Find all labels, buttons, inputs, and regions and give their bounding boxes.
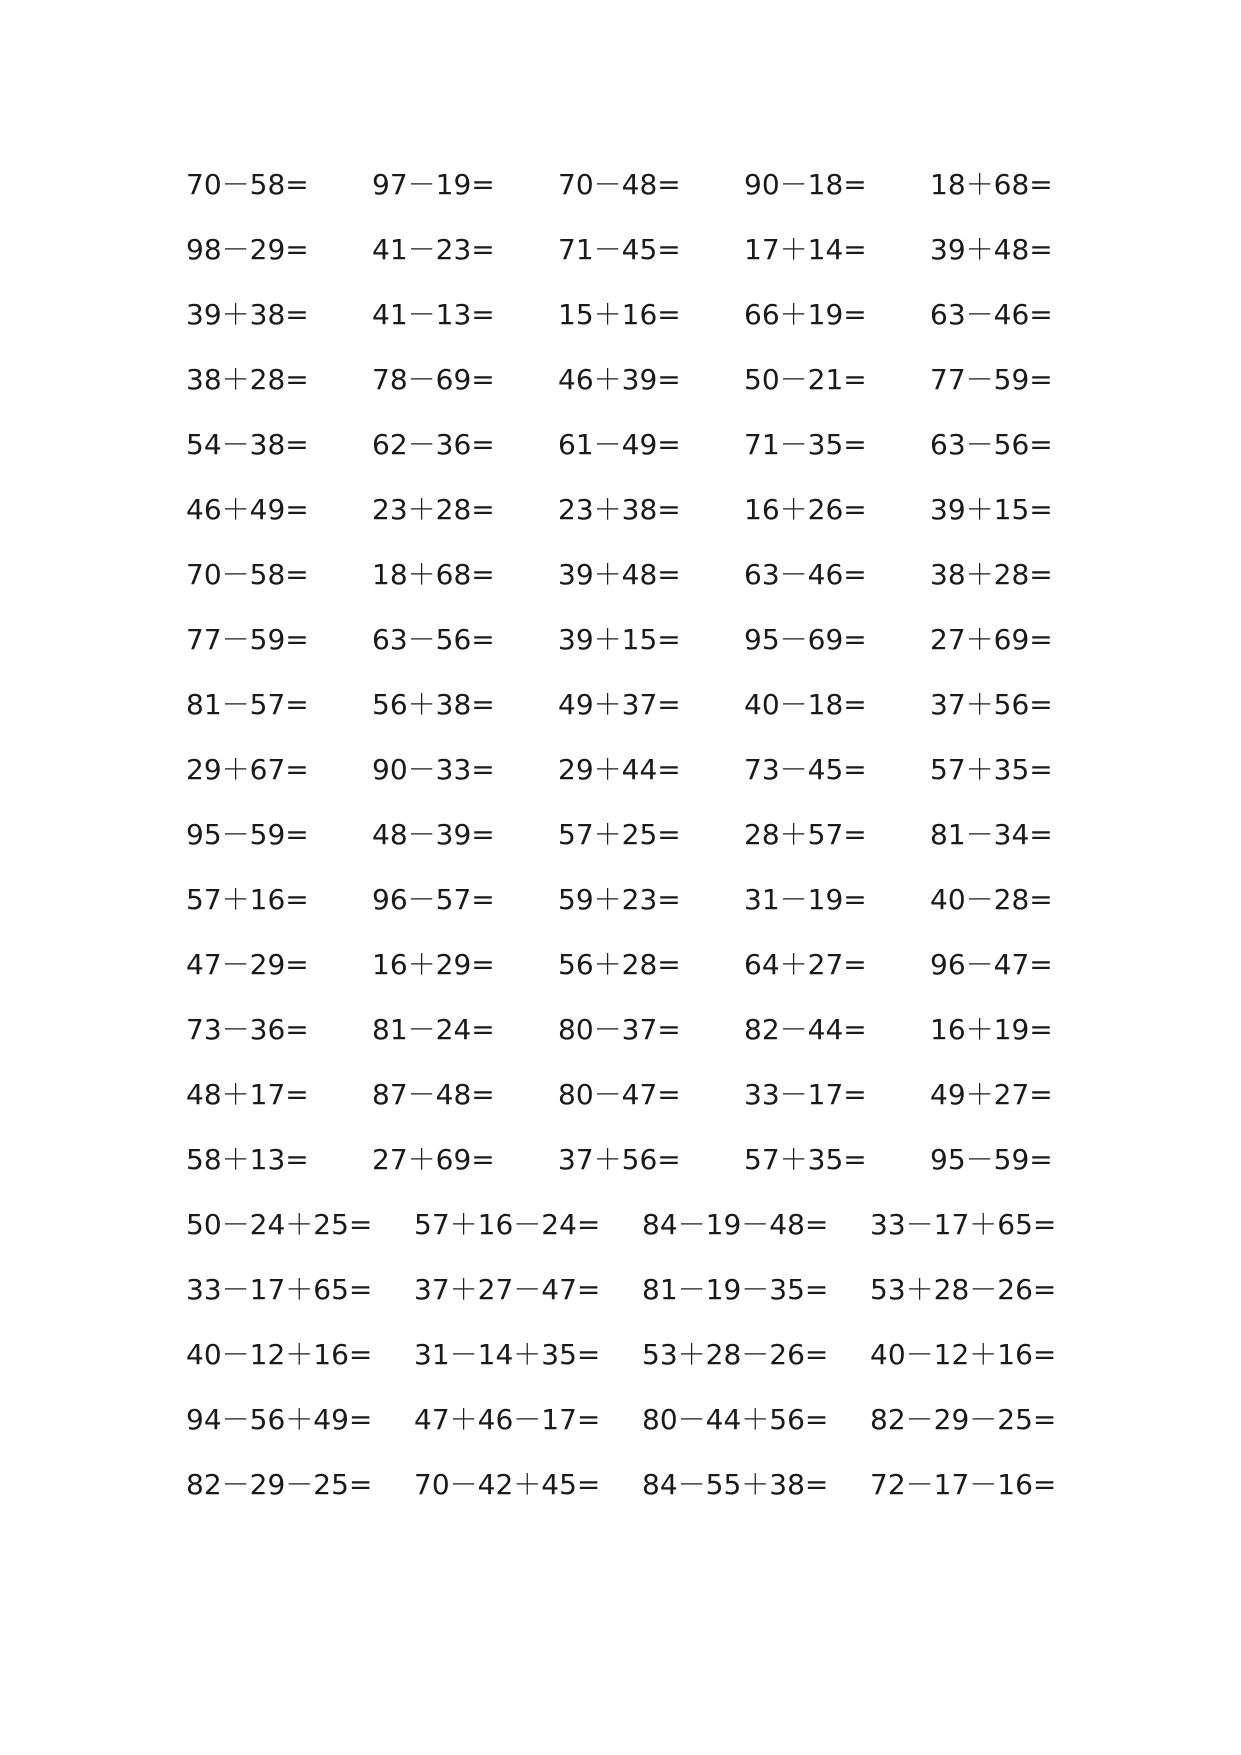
problem: 63－46= — [930, 297, 1053, 331]
problem: 50－21= — [744, 362, 867, 396]
problem: 57＋16= — [186, 882, 309, 916]
problem-row — [186, 150, 1066, 215]
problem: 18＋68= — [930, 167, 1053, 201]
problem: 77－59= — [186, 622, 309, 656]
problem-row — [186, 735, 1066, 800]
problem: 39＋38= — [186, 297, 309, 331]
problem: 40－12＋16= — [870, 1337, 1057, 1371]
problem: 84－19－48= — [642, 1207, 829, 1241]
problem: 48－39= — [372, 817, 495, 851]
problem-row — [186, 995, 1066, 1060]
problem: 59＋23= — [558, 882, 681, 916]
problem: 39＋15= — [558, 622, 681, 656]
problem-row — [186, 540, 1066, 605]
problem: 71－35= — [744, 427, 867, 461]
problem: 38＋28= — [186, 362, 309, 396]
problem: 70－58= — [186, 557, 309, 591]
problem: 90－33= — [372, 752, 495, 786]
problem: 29＋44= — [558, 752, 681, 786]
problem: 40－18= — [744, 687, 867, 721]
problem-row — [186, 1255, 1066, 1320]
problem: 31－14＋35= — [414, 1337, 601, 1371]
problem: 56＋38= — [372, 687, 495, 721]
problem-row — [186, 865, 1066, 930]
problem: 31－19= — [744, 882, 867, 916]
problem: 63－56= — [372, 622, 495, 656]
problem: 98－29= — [186, 232, 309, 266]
problem: 46＋49= — [186, 492, 309, 526]
problem-grid — [186, 150, 1066, 1515]
problem: 17＋14= — [744, 232, 867, 266]
problem: 80－47= — [558, 1077, 681, 1111]
problem: 80－44＋56= — [642, 1402, 829, 1436]
problem-row — [186, 345, 1066, 410]
problem: 56＋28= — [558, 947, 681, 981]
problem: 95－59= — [186, 817, 309, 851]
problem: 96－47= — [930, 947, 1053, 981]
problem: 23＋38= — [558, 492, 681, 526]
problem: 63－46= — [744, 557, 867, 591]
problem: 87－48= — [372, 1077, 495, 1111]
problem: 70－58= — [186, 167, 309, 201]
problem-row — [186, 410, 1066, 475]
problem: 15＋16= — [558, 297, 681, 331]
problem: 16＋19= — [930, 1012, 1053, 1046]
problem: 53＋28－26= — [870, 1272, 1057, 1306]
problem: 49＋37= — [558, 687, 681, 721]
problem: 82－29－25= — [870, 1402, 1057, 1436]
problem-row — [186, 605, 1066, 670]
problem-row — [186, 475, 1066, 540]
problem: 73－36= — [186, 1012, 309, 1046]
problem: 70－48= — [558, 167, 681, 201]
problem: 70－42＋45= — [414, 1467, 601, 1501]
problem: 29＋67= — [186, 752, 309, 786]
problem: 37＋27－47= — [414, 1272, 601, 1306]
problem: 37＋56= — [930, 687, 1053, 721]
problem-row — [186, 215, 1066, 280]
problem: 39＋15= — [930, 492, 1053, 526]
problem: 96－57= — [372, 882, 495, 916]
problem: 71－45= — [558, 232, 681, 266]
problem: 95－69= — [744, 622, 867, 656]
problem: 23＋28= — [372, 492, 495, 526]
problem: 66＋19= — [744, 297, 867, 331]
problem: 49＋27= — [930, 1077, 1053, 1111]
problem: 77－59= — [930, 362, 1053, 396]
problem: 58＋13= — [186, 1142, 309, 1176]
problem: 18＋68= — [372, 557, 495, 591]
problem-row — [186, 1060, 1066, 1125]
problem: 78－69= — [372, 362, 495, 396]
problem: 81－34= — [930, 817, 1053, 851]
problem: 81－57= — [186, 687, 309, 721]
problem: 50－24＋25= — [186, 1207, 373, 1241]
problem-row — [186, 930, 1066, 995]
problem: 90－18= — [744, 167, 867, 201]
problem: 16＋29= — [372, 947, 495, 981]
problem: 63－56= — [930, 427, 1053, 461]
problem: 95－59= — [930, 1142, 1053, 1176]
problem: 40－28= — [930, 882, 1053, 916]
problem-row — [186, 1385, 1066, 1450]
problem: 27＋69= — [372, 1142, 495, 1176]
problem: 64＋27= — [744, 947, 867, 981]
problem-row — [186, 1125, 1066, 1190]
problem: 61－49= — [558, 427, 681, 461]
problem: 41－23= — [372, 232, 495, 266]
problem: 97－19= — [372, 167, 495, 201]
problem: 27＋69= — [930, 622, 1053, 656]
problem: 16＋26= — [744, 492, 867, 526]
problem: 39＋48= — [930, 232, 1053, 266]
problem: 33－17＋65= — [186, 1272, 373, 1306]
problem-row — [186, 280, 1066, 345]
problem-row — [186, 1450, 1066, 1515]
problem: 82－29－25= — [186, 1467, 373, 1501]
problem: 94－56＋49= — [186, 1402, 373, 1436]
problem-row — [186, 800, 1066, 865]
problem: 46＋39= — [558, 362, 681, 396]
problem-row — [186, 1320, 1066, 1385]
problem: 33－17= — [744, 1077, 867, 1111]
problem: 62－36= — [372, 427, 495, 461]
problem: 33－17＋65= — [870, 1207, 1057, 1241]
problem: 57＋35= — [744, 1142, 867, 1176]
problem: 57＋35= — [930, 752, 1053, 786]
problem: 47＋46－17= — [414, 1402, 601, 1436]
problem-row — [186, 670, 1066, 735]
problem: 81－19－35= — [642, 1272, 829, 1306]
problem: 80－37= — [558, 1012, 681, 1046]
problem: 81－24= — [372, 1012, 495, 1046]
problem-row — [186, 1190, 1066, 1255]
problem: 53＋28－26= — [642, 1337, 829, 1371]
problem: 28＋57= — [744, 817, 867, 851]
problem: 57＋25= — [558, 817, 681, 851]
problem: 82－44= — [744, 1012, 867, 1046]
problem: 84－55＋38= — [642, 1467, 829, 1501]
problem: 47－29= — [186, 947, 309, 981]
problem: 41－13= — [372, 297, 495, 331]
problem: 37＋56= — [558, 1142, 681, 1176]
problem: 38＋28= — [930, 557, 1053, 591]
problem: 40－12＋16= — [186, 1337, 373, 1371]
problem: 48＋17= — [186, 1077, 309, 1111]
problem: 73－45= — [744, 752, 867, 786]
problem: 72－17－16= — [870, 1467, 1057, 1501]
problem: 57＋16－24= — [414, 1207, 601, 1241]
problem: 54－38= — [186, 427, 309, 461]
problem: 39＋48= — [558, 557, 681, 591]
